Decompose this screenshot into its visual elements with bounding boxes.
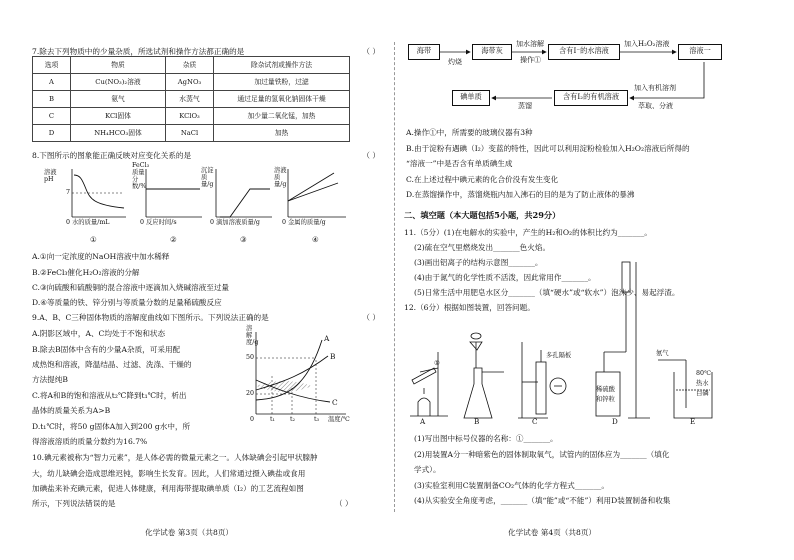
q9-curve-c-label: C: [332, 398, 338, 407]
q10-text-line: 所示，下列说法错误的是: [32, 499, 116, 508]
e-label-phosphorus: 白磷: [696, 390, 709, 397]
footer-page-4: 化学试卷 第4页（共8页）: [508, 528, 597, 537]
table-cell: Cu(NO₃)₂溶液: [71, 74, 166, 91]
q8-g2-xlabel: 0 反应时间/s: [140, 219, 177, 226]
q10-option-b-cont: “溶液一”中是否含有单质碘生成: [406, 159, 513, 168]
apparatus-d-label: D: [612, 417, 618, 426]
q11-part-5: (5)日常生活中用肥皂水区分_______（填“硬水”或“软水”）泡沫少、易起浮渣。: [414, 288, 680, 297]
table-cell: A: [33, 74, 71, 91]
e-gas-label: 氨气: [656, 350, 669, 357]
flow-box-iodine: 碘单质: [452, 90, 490, 106]
q8-g2-number: ②: [170, 235, 177, 244]
table-header-row: [33, 57, 350, 74]
apparatus-e-label: E: [690, 417, 696, 426]
q9-chart-t3: t₃: [314, 416, 320, 423]
table-cell: 加热: [214, 125, 350, 142]
table-cell: 水蒸气: [166, 91, 214, 108]
flow-label-add-h2o2: 加入H₂O₂溶液: [624, 40, 670, 48]
q11-part-1: 11.（5分）(1)在电解水的实验中，产生的H₂和O₂的体积比约为_______。: [404, 228, 652, 237]
table-row: [33, 74, 350, 91]
flow-label-dissolve: 加水溶解: [516, 40, 544, 48]
q9-option-d: D.t₁℃时，将50 g固体A加入到200 g水中，所: [32, 422, 191, 431]
flow-box-solution-one: 溶液一: [678, 44, 722, 60]
apparatus-b-label: B: [474, 417, 480, 426]
e-label-water: 热水: [696, 380, 709, 387]
q8-answer-paren: （ ）: [362, 151, 380, 160]
apparatus-a: [410, 352, 448, 416]
d-label-acid: 稀硫酸: [596, 386, 615, 393]
q9-curve-b-label: B: [330, 352, 336, 361]
q12-part-2: (2)用装置A分一种暗紫色的固体制取氧气，试管内的固体应为_______（填化: [414, 450, 670, 459]
flow-label-add-solvent: 加入有机溶剂: [634, 84, 676, 92]
q9-chart-y50: 50: [246, 354, 255, 361]
q8-g3-number: ③: [240, 235, 247, 244]
q9-chart-y20: 20: [246, 390, 255, 397]
e-label-temp: 80℃: [696, 370, 712, 377]
q8-g4-number: ④: [312, 235, 319, 244]
table-cell: AgNO₃: [166, 74, 214, 91]
q9-chart-origin: 0: [250, 416, 255, 423]
q8-g3-xlabel: 0 滴加溶液质量/g: [210, 219, 260, 226]
q10-answer-paren: （ ）: [335, 499, 353, 508]
q8-g1-number: ①: [90, 235, 97, 244]
q7-stem: [32, 47, 380, 56]
table-cell: B: [33, 91, 71, 108]
table-header-cell: 除杂试剂或操作方法: [214, 57, 350, 74]
q9-option-b-cont2: 方法提纯B: [32, 375, 68, 384]
c-sparger-label: 多孔隔板: [546, 352, 572, 359]
table-row: [33, 108, 350, 125]
table-cell: D: [33, 125, 71, 142]
q10-option-d: D.在蒸馏操作中，蒸馏烧瓶内加入沸石的目的是为了防止液体的暴沸: [406, 190, 635, 199]
table-header-cell: 物质: [71, 57, 166, 74]
flow-box-seaweed: 海带: [408, 44, 440, 60]
q9-option-a: A.阴影区域中，A、C均处于不饱和状态: [32, 329, 166, 338]
table-cell: 加过量铁粉，过滤: [214, 74, 350, 91]
q8-g4-ylabel: 溶液质量/g: [274, 167, 287, 188]
flow-label-extract: 萃取、分液: [638, 102, 673, 110]
table-cell: NH₄HCO₃固体: [71, 125, 166, 142]
q9-option-d-cont: 得溶液溶质的质量分数约为16.7%: [32, 437, 148, 446]
q10-text-line: 10.碘元素被称为“智力元素”，是人体必需的微量元素之一。人体缺碘会引起甲状腺肿: [32, 453, 318, 462]
q8-stem-text: 8.下图所示的图象能正确反映对应变化关系的是: [32, 151, 192, 160]
q8-graph-4: [288, 165, 358, 225]
q11-part-2: (2)硫在空气里燃烧发出_______色火焰。: [414, 243, 551, 252]
apparatus-a-label: A: [420, 417, 426, 426]
q8-g1-xlabel: 0 水的质量/mL: [66, 219, 110, 226]
q7-stem-text: 7.除去下列物质中的少量杂质，所选试剂和操作方法都正确的是: [32, 47, 245, 56]
q12-part-1: (1)写出图中标号仪器的名称：①_______。: [414, 434, 558, 443]
q9-option-b: B.除去B固体中含有的少量A杂质，可采用配: [32, 345, 181, 354]
fold-line: [394, 42, 395, 512]
flow-box-iodine-organic: 含有I₂的有机溶液: [554, 90, 628, 106]
footer-page-3: 化学试卷 第3页（共8页）: [145, 528, 234, 537]
q9-chart-t2: t₂: [290, 416, 296, 423]
table-cell: KClO₃: [166, 108, 214, 125]
q9-solubility-chart: [244, 325, 364, 428]
q7-table: [32, 56, 350, 142]
q8-option-d: D.④等质量的铁、锌分别与等质量分数的足量稀硫酸反应: [32, 298, 222, 307]
q8-g1-tick: 7: [66, 189, 71, 196]
d-label-zinc: 和锌粒: [596, 396, 615, 403]
q12-stem: 12.（6分）根据如图装置，回答问题。: [404, 303, 535, 312]
table-cell: KCl固体: [71, 108, 166, 125]
q9-chart-xlabel: 温度/℃: [328, 416, 350, 423]
q9-answer-paren: （ ）: [362, 313, 380, 322]
q9-stem: [32, 313, 380, 322]
table-cell: 氨气: [71, 91, 166, 108]
q8-g4-xlabel: 0 金属的质量/g: [282, 219, 326, 226]
table-cell: NaCl: [166, 125, 214, 142]
q10-option-b: B.由于淀粉有遇碘（I₂）变蓝的特性，因此可以利用淀粉检验加入H₂O₂溶液后所得的: [406, 144, 690, 153]
table-cell: 通过足量的氢氧化钠固体干燥: [214, 91, 350, 108]
table-header-cell: 杂质: [166, 57, 214, 74]
table-cell: 加少量二氧化锰，加热: [214, 108, 350, 125]
q8-g2-ylabel: FeCl₃质量分数/%: [132, 162, 150, 190]
q9-option-b-cont: 成热饱和溶液，降温结晶、过滤、洗涤、干燥的: [32, 360, 192, 369]
section-fill-blank-title: 二、填空题（本大题包括5小题，共29分）: [404, 210, 561, 220]
flow-label-burn: 灼烧: [448, 58, 462, 66]
q8-g3-ylabel: 沉淀质量/g: [201, 167, 214, 188]
apparatus-c-label: C: [532, 417, 538, 426]
apparatus-number-1: ①: [434, 360, 440, 367]
table-cell: C: [33, 108, 71, 125]
apparatus-e: [658, 360, 712, 418]
q9-curve-a-label: A: [324, 334, 330, 343]
q10-option-a: A.操作①中，所需要的玻璃仪器有3种: [406, 128, 533, 137]
table-row: [33, 91, 350, 108]
apparatus-b: [464, 333, 504, 418]
q8-option-b: B.②FeCl₃催化H₂O₂溶液的分解: [32, 268, 140, 277]
flow-label-operation1: 操作①: [520, 56, 541, 64]
page-4: [404, 0, 789, 560]
q12-part-2-cont: 学式）。: [414, 465, 441, 474]
q12-part-4: (4)从实验安全角度考虑，_______（填“能”或“不能”）利用D装置制备和收集: [414, 496, 671, 505]
q9-option-c-cont: 晶体的质量关系为A>B: [32, 406, 111, 415]
q8-option-a: A.①向一定浓度的NaOH溶液中加水稀释: [32, 252, 170, 261]
page-3: [10, 0, 385, 560]
q9-chart-t1: t₁: [270, 416, 276, 423]
q9-chart-ylabel: 溶解度/g: [246, 325, 259, 346]
q8-g1-ylabel: 溶液pH: [44, 169, 57, 183]
q7-answer-paren: （ ）: [362, 47, 380, 56]
apparatus-d: [596, 262, 650, 418]
q11-part-3: (3)画出铝离子的结构示意图_______。: [414, 258, 543, 267]
flow-box-seaweed-ash: 海带灰: [472, 44, 512, 60]
q12-part-3: (3)实验室利用C装置制备CO₂气体的化学方程式_______。: [414, 481, 609, 490]
table-header-cell: 选项: [33, 57, 71, 74]
q8-option-c: C.③向硫酸和硫酸铜的混合溶液中逐滴加入烧碱溶液至过量: [32, 283, 230, 292]
flow-box-iodide-solution: 含有I⁻的水溶液: [548, 44, 620, 60]
q10-text-line: 加碘盐来补充碘元素，促进人体健康，利用海带提取碘单质（I₂）的工艺流程如图: [32, 484, 304, 493]
flow-label-distill: 蒸馏: [518, 102, 532, 110]
q8-stem: [32, 151, 380, 160]
q11-part-4: (4)由于氮气的化学性质不活泼，因此常用作_______。: [414, 273, 596, 282]
q10-option-c: C.在上述过程中碘元素的化合价没有发生变化: [406, 175, 559, 184]
q9-option-c: C.将A和B的饱和溶液从t₂℃降到t₁℃时，析出: [32, 391, 187, 400]
table-row: [33, 125, 350, 142]
q10-text-line: 大，幼儿缺碘会造成思维迟钝，影响生长发育。因此，人们常通过摄入碘盐或食用: [32, 469, 306, 478]
q9-stem-text: 9.A、B、C三种固体物质的溶解度曲线如下图所示。下列说法正确的是: [32, 313, 269, 322]
